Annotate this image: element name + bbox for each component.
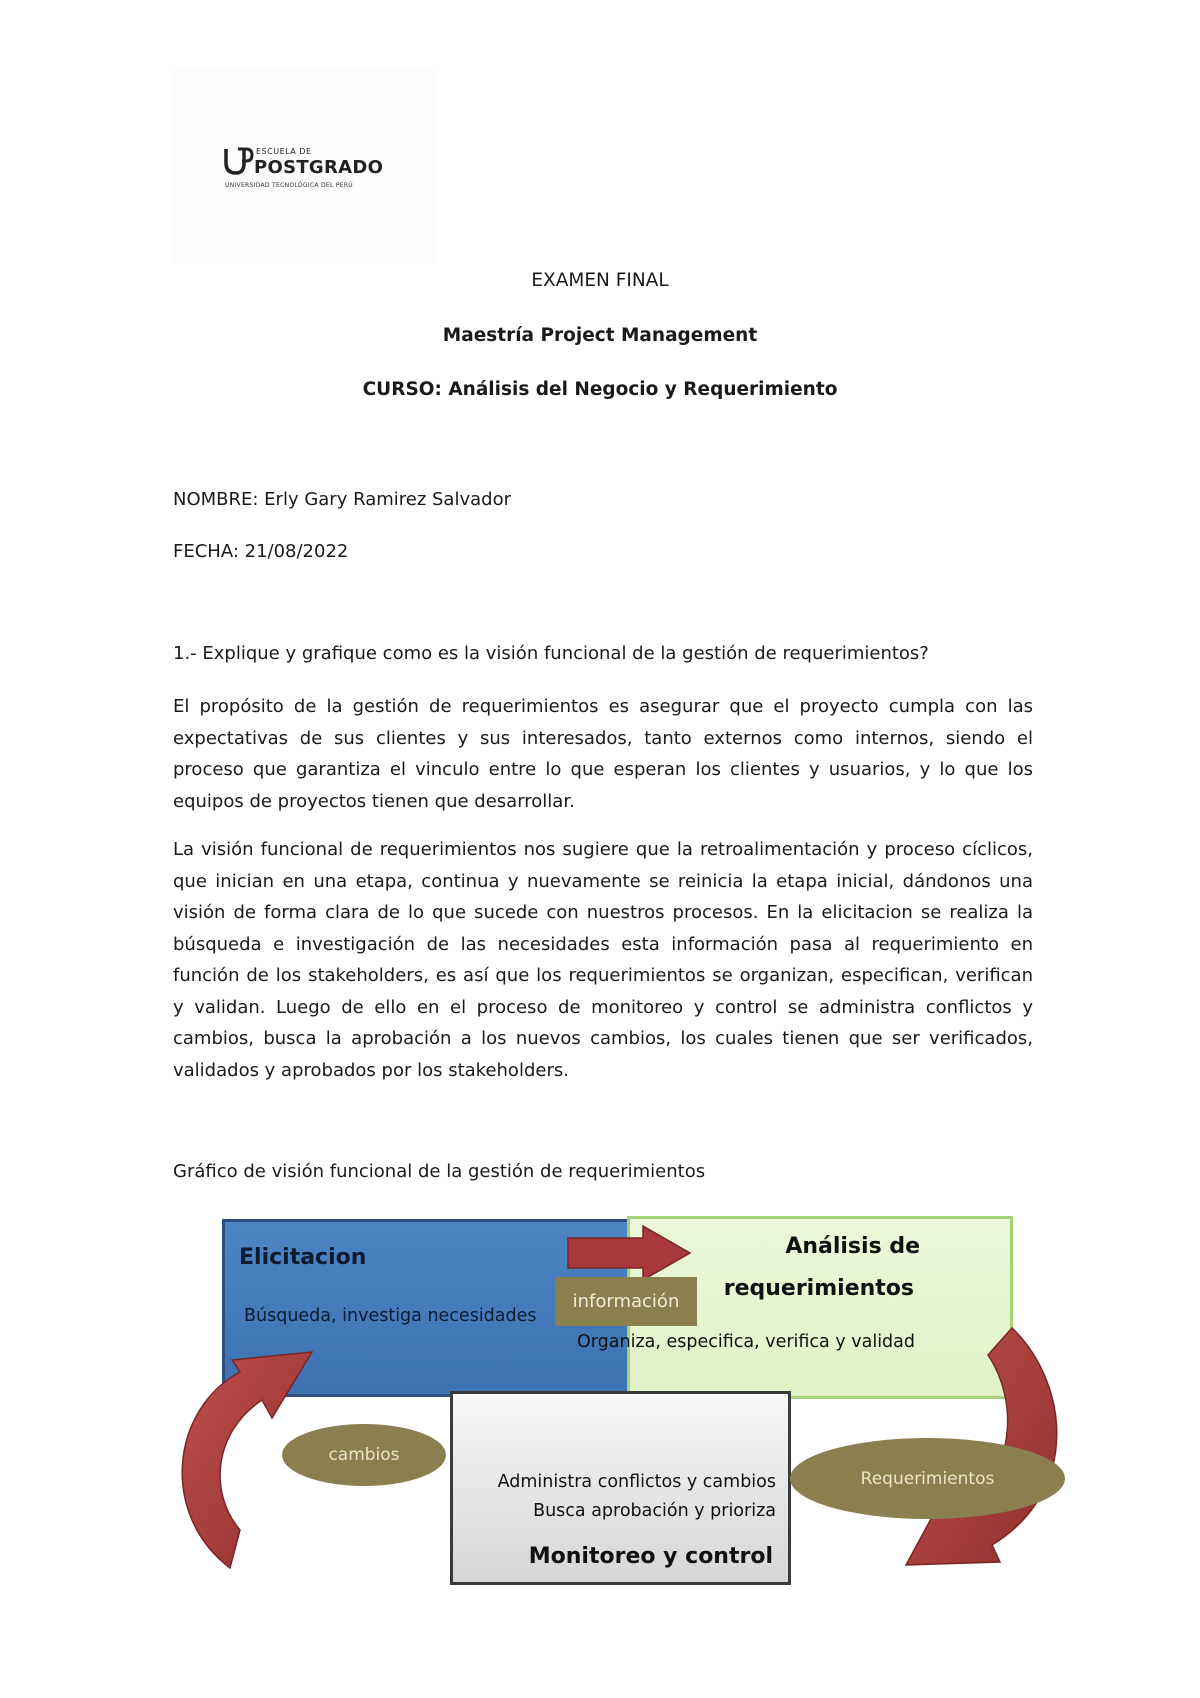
program-title: Maestría Project Management <box>442 325 758 346</box>
elicitacion-title: Elicitacion <box>239 1245 367 1270</box>
student-name: NOMBRE: Erly Gary Ramirez Salvador <box>173 489 511 510</box>
course-title: CURSO: Análisis del Negocio y Requerimiento <box>362 379 838 400</box>
monitoreo-title: Monitoreo y control <box>528 1544 773 1569</box>
paragraph-1: El propósito de la gestión de requerimientos es asegurar que el proyecto cumpla con las expectativas de sus clientes y sus interesados, tanto externos como internos, siendo el proceso que garantiza el vinculo entre lo que esperan los clientes y usuarios, y lo que los equipos de proyectos tienen que desarrollar. <box>173 696 1033 812</box>
exam-title: EXAMEN FINAL <box>531 270 669 291</box>
paragraph-2: La visión funcional de requerimientos nos sugiere que la retroalimentación y proceso cíclicos, que inician en una etapa, continua y nuevamente se reinicia la etapa inicial, dándonos una visión de forma clara de lo que sucede con nuestros procesos. En la elicitacion se realiza la búsqueda e investigación de las necesidades esta información pasa al requerimiento en función de los stakeholders, es así que los requerimientos se organizan, especifican, verifican y validan. Luego de ello en el proceso de monitoreo y control se administra conflictos y cambios, busca la aprobación a los nuevos cambios, los cuales tienen que ser verificados, validados y aprobados por los stakeholders. <box>173 839 1033 1081</box>
arrow-right-icon <box>568 1226 690 1280</box>
monitoreo-line-2: Busca aprobación y prioriza <box>533 1501 776 1521</box>
analisis-title-1: Análisis de <box>785 1234 920 1259</box>
elicitacion-text: Búsqueda, investiga necesidades <box>244 1306 537 1326</box>
question-text: 1.- Explique y grafique como es la visión funcional de la gestión de requerimientos? <box>173 643 929 664</box>
exam-date: FECHA: 21/08/2022 <box>173 541 349 562</box>
analisis-text: Organiza, especifica, verifica y validad <box>577 1332 915 1352</box>
informacion-label: información <box>555 1277 697 1326</box>
monitoreo-line-1: Administra conflictos y cambios <box>497 1472 776 1492</box>
logo-text-sub: UNIVERSIDAD TECNOLÓGICA DEL PERÚ <box>225 182 353 189</box>
logo-text-big: POSTGRADO <box>254 157 384 178</box>
figure-caption: Gráfico de visión funcional de la gestión de requerimientos <box>173 1161 706 1182</box>
cambios-ellipse: cambios <box>282 1424 446 1486</box>
requerimientos-ellipse: Requerimientos <box>790 1438 1065 1519</box>
logo-text-small: ESCUELA DE <box>256 147 312 156</box>
analisis-title-2: requerimientos <box>723 1276 914 1301</box>
